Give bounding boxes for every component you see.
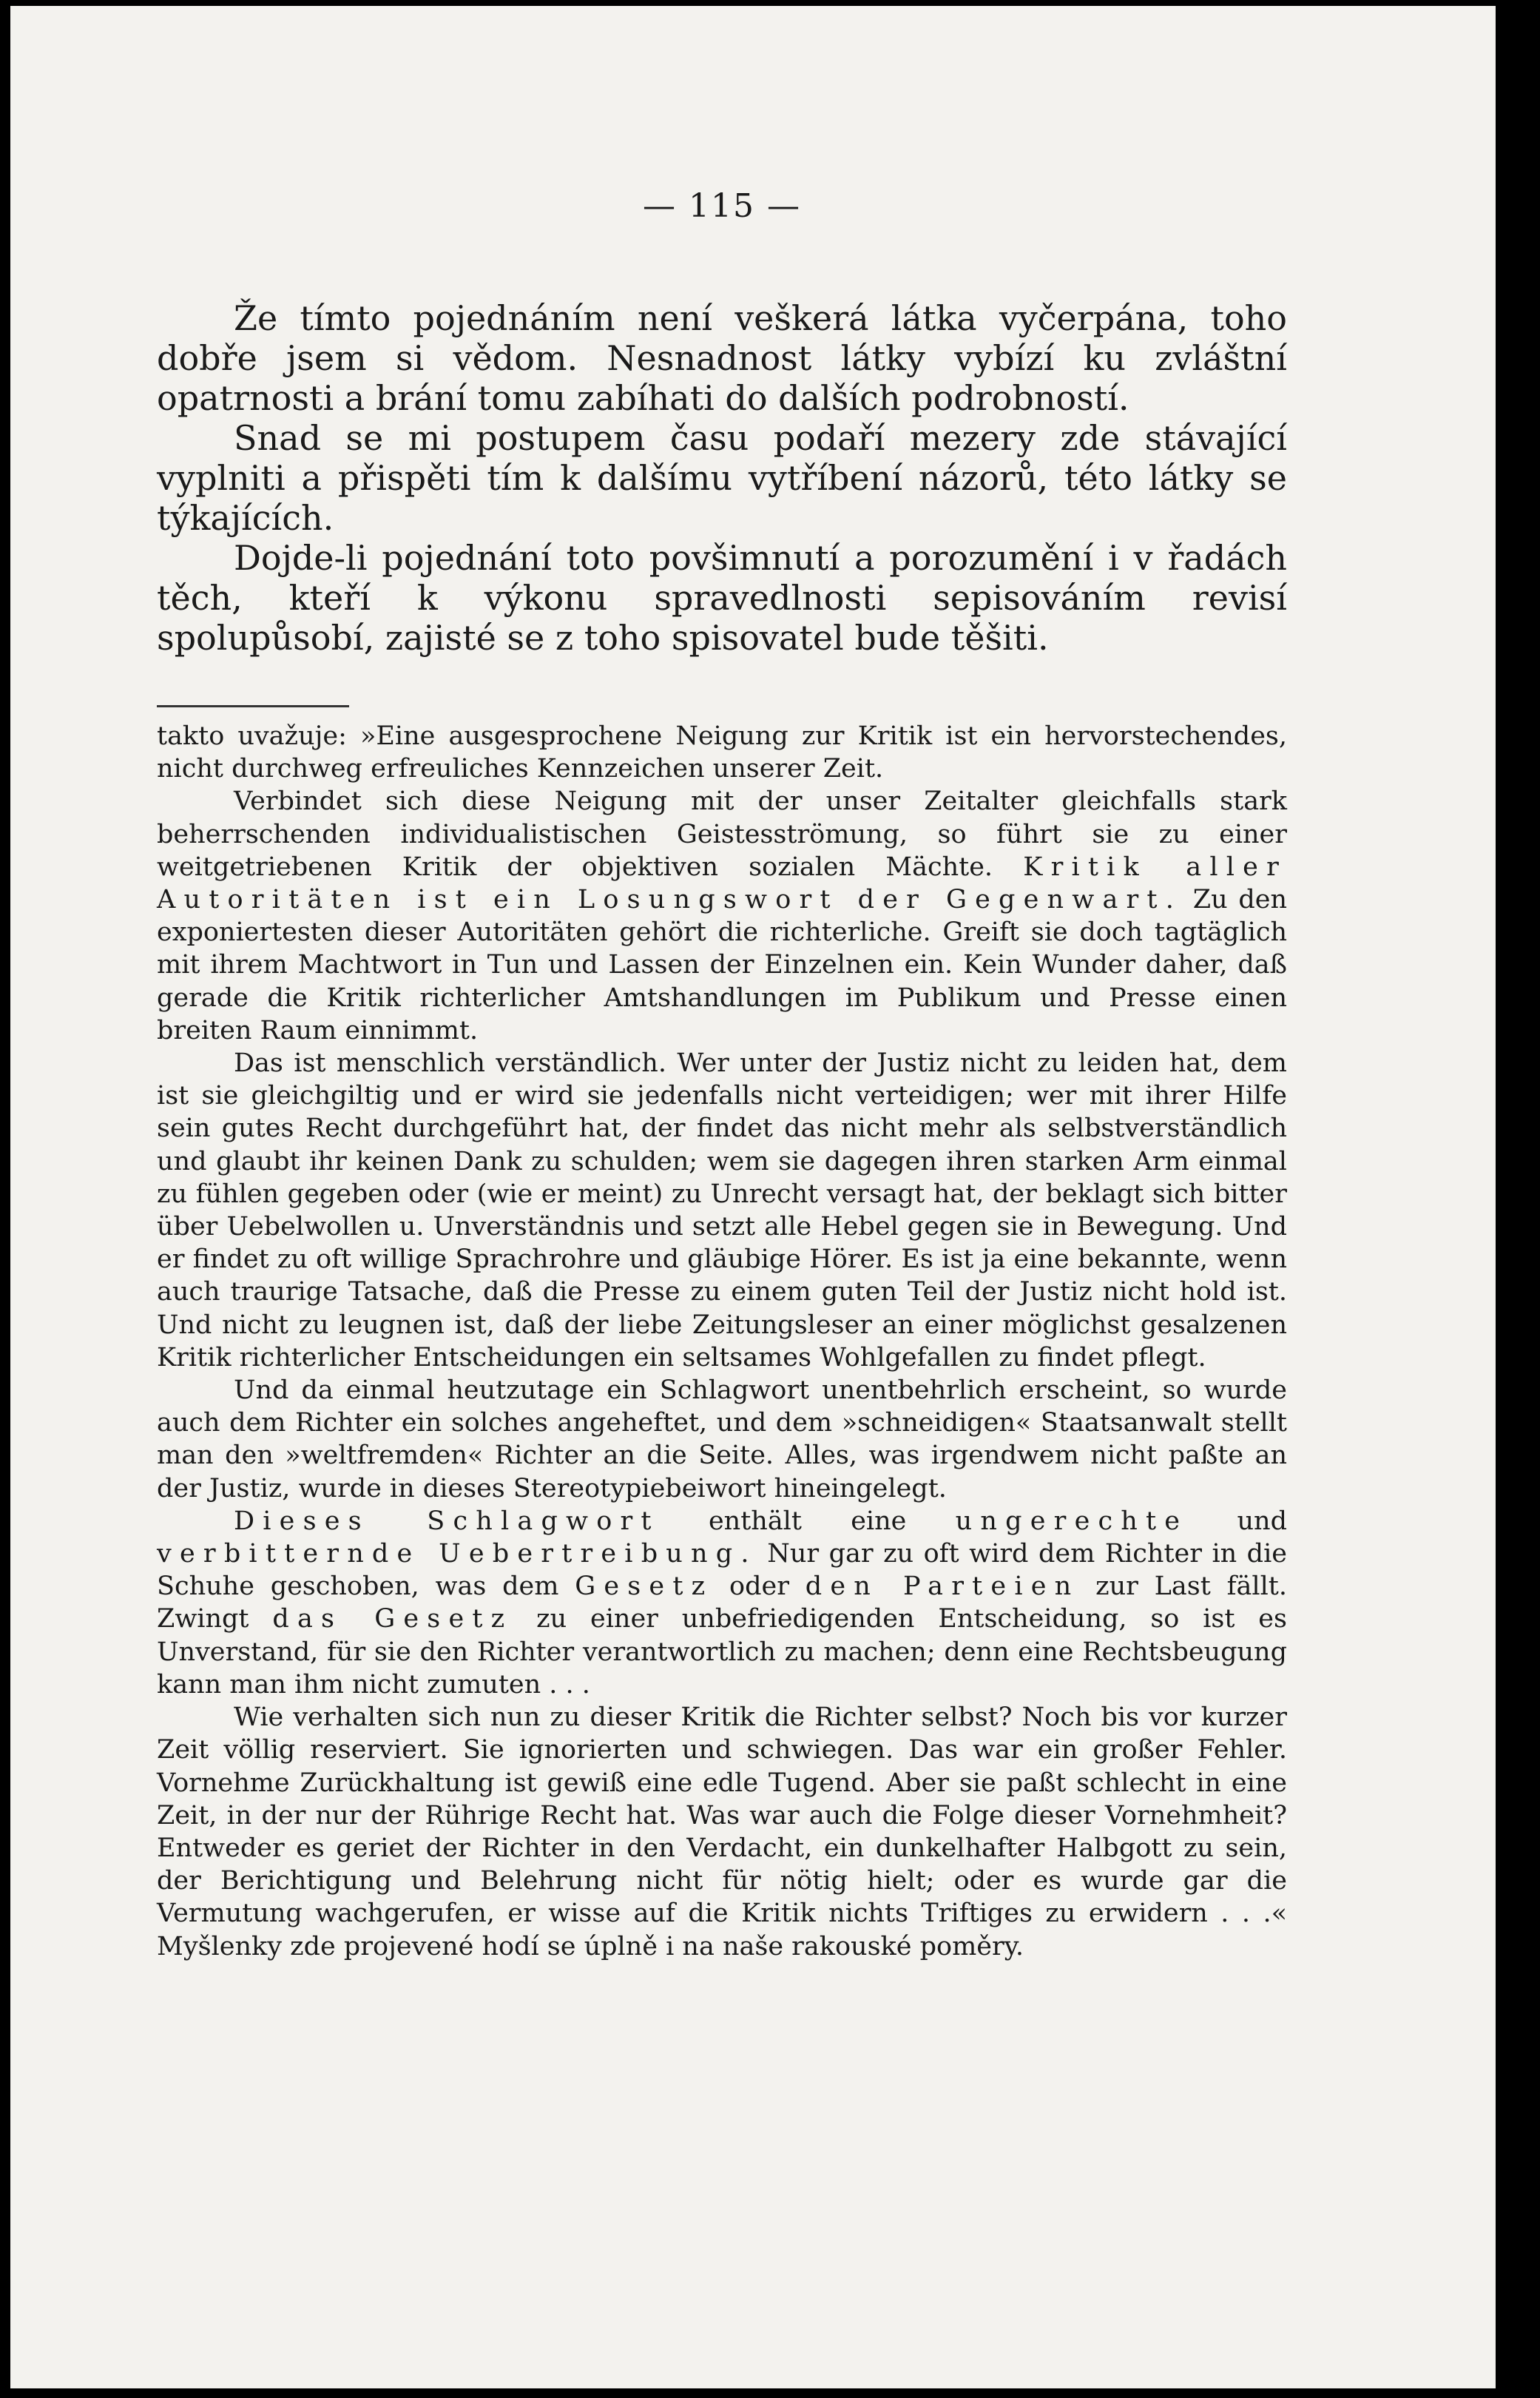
footnote-p5-text-d: und	[1237, 1506, 1287, 1536]
footnote-text	[157, 720, 1287, 1963]
main-paragraph-3: Dojde-li pojednání toto povšimnutí a porozumění i v řadách těch, kteří k výkonu spravedlnosti sepisováním revisí spolupůsobí, zajisté se z toho spisovatel bude těšiti.	[157, 538, 1287, 658]
footnote-p5-text-f: Nur gar zu oft wird dem Richter in die Schuhe geschoben, was dem	[157, 1539, 1287, 1602]
page-number: — 115 —	[643, 187, 801, 225]
footnote-p5-text-b: enthält eine	[708, 1506, 907, 1536]
footnote-p2-text-a: Verbindet sich diese Neigung mit der unser Zeitalter gleichfalls stark beherrschenden individualistischen Geistesströmung, so führt sie zu einer weitgetriebenen Kritik der objektiven sozialen Mächte.	[157, 787, 1287, 882]
footnote-p5-text-h: oder	[729, 1572, 789, 1602]
footnote-p5-spaced-k: das Gesetz	[272, 1604, 513, 1634]
footnote-p5-spaced-g: Gesetz	[575, 1572, 714, 1602]
book-page	[10, 6, 1496, 2388]
main-text	[157, 298, 1287, 658]
footnote-paragraph-4: Und da einmal heutzutage ein Schlagwort unentbehrlich erscheint, so wurde auch dem Richter ein solches angeheftet, und dem »schneidigen« Staatsanwalt stellt man den »weltfremden« Richter an die Seite. Alles, was irgendwem nicht paßte an der Justiz, wurde in dieses Stereotypiebeiwort hineingelegt.	[157, 1375, 1287, 1503]
footnote-p5-spaced-c: ungerechte	[955, 1506, 1189, 1536]
footnote-paragraph-1: takto uvažuje: »Eine ausgesprochene Neigung zur Kritik ist ein hervorstechendes, nicht durchweg erfreuliches Kennzeichen unserer Zeit.	[157, 721, 1287, 784]
footnote-p2-spaced-phrase: Kritik aller Autoritäten ist ein Losungswort der Gegenwart.	[157, 852, 1288, 915]
footnote-paragraph-2	[157, 785, 1287, 1047]
footnote-p5-spaced-a: Dieses Schlagwort	[234, 1506, 660, 1536]
footnote-p5-text-j: zur Last fällt. Zwingt	[157, 1572, 1287, 1634]
footnote-p5-spaced-i: den Parteien	[805, 1572, 1080, 1602]
footnote-separator	[157, 705, 349, 707]
footnote-paragraph-5	[157, 1505, 1287, 1701]
footnote-p2-text-c: Zu den exponiertesten dieser Autoritäten gehört die richterliche. Greift sie doch tagtäglich mit ihrem Machtwort in Tun und Lassen der Einzelnen ein. Kein Wunder daher, daß gerade die Kritik richterlicher Amtshandlungen im Publikum und Presse einen breiten Raum einnimmt.	[157, 885, 1287, 1045]
footnote-p5-text-l: zu einer unbefriedigenden Entscheidung, so ist es Unverstand, für sie den Richter verantwortlich zu machen; denn eine Rechtsbeugung kann man ihm nicht zumuten . . .	[157, 1604, 1287, 1700]
main-paragraph-2: Snad se mi postupem času podaří mezery zde stávající vyplniti a přispěti tím k dalšímu vytříbení názorů, této látky se týkajících.	[157, 418, 1287, 538]
footnote-paragraph-6: Wie verhalten sich nun zu dieser Kritik die Richter selbst? Noch bis vor kurzer Zeit völlig reserviert. Sie ignorierten und schwiegen. Das war ein großer Fehler. Vornehme Zurückhaltung ist gewiß eine edle Tugend. Aber sie paßt schlecht in eine Zeit, in der nur der Rührige Recht hat. Was war auch die Folge dieser Vornehmheit? Entweder es geriet der Richter in den Verdacht, ein dunkelhafter Halbgott zu sein, der Berichtigung und Belehrung nicht für nötig hielt; oder es wurde gar die Vermutung wachgerufen, er wisse auf die Kritik nichts Triftiges zu erwidern . . .« Myšlenky zde projevené hodí se úplně i na naše rakouské poměry.	[157, 1702, 1287, 1961]
footnote-paragraph-3: Das ist menschlich verständlich. Wer unter der Justiz nicht zu leiden hat, dem ist sie gleichgiltig und er wird sie jedenfalls nicht verteidigen; wer mit ihrer Hilfe sein gutes Recht durchgeführt hat, der findet das nicht mehr als selbstverständlich und glaubt ihr keinen Dank zu schulden; wem sie dagegen ihren starken Arm einmal zu fühlen gegeben oder (wie er meint) zu Unrecht versagt hat, der beklagt sich bitter über Uebelwollen u. Unverständnis und setzt alle Hebel gegen sie in Bewegung. Und er findet zu oft willige Sprachrohre und gläubige Hörer. Es ist ja eine bekannte, wenn auch traurige Tatsache, daß die Presse zu einem guten Teil der Justiz nicht hold ist. Und nicht zu leugnen ist, daß der liebe Zeitungsleser an einer möglichst gesalzenen Kritik richterlicher Entscheidungen ein seltsames Wohlgefallen zu findet pflegt.	[157, 1048, 1287, 1373]
footnote-p5-spaced-e: verbitternde Uebertreibung.	[157, 1539, 757, 1569]
main-paragraph-1: Že tímto pojednáním není veškerá látka vyčerpána, toho dobře jsem si vědom. Nesnadnost látky vybízí ku zvláštní opatrnosti a brání tomu zabíhati do dalších podrobností.	[157, 298, 1287, 418]
